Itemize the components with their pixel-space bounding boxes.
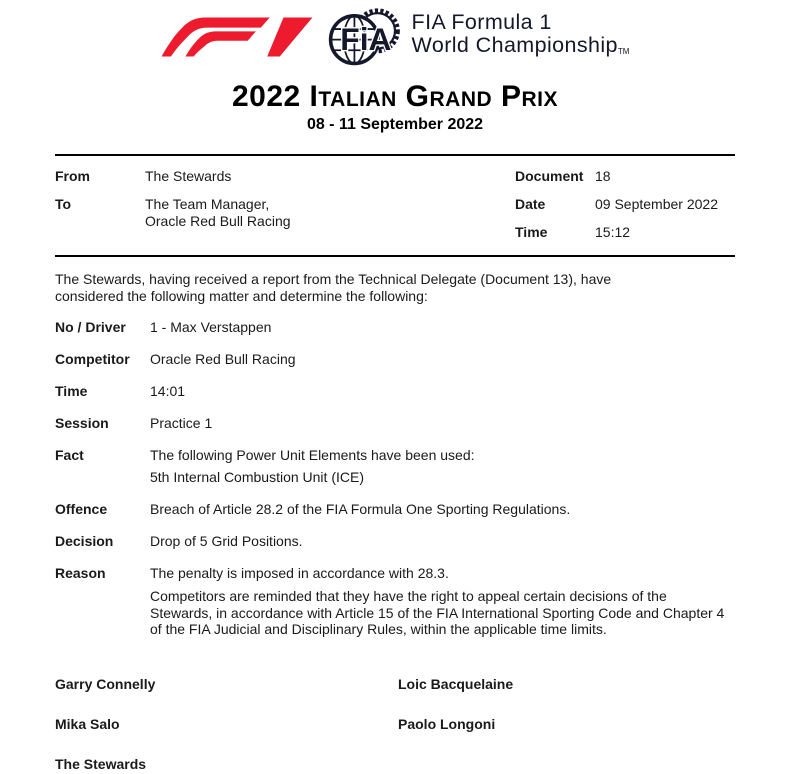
- signatures-block: [55, 676, 735, 773]
- decision-value: Drop of 5 Grid Positions.: [150, 533, 303, 549]
- signature-footer: The Stewards: [55, 755, 147, 772]
- time-field-label: Time: [55, 383, 88, 399]
- field-row-fact: [55, 447, 735, 486]
- field-row-session: [55, 415, 735, 432]
- signature-row-2: [55, 716, 735, 733]
- date-value: 09 September 2022: [595, 196, 718, 212]
- signature-mika-salo: Mika Salo: [55, 715, 120, 732]
- document-row: [515, 168, 718, 185]
- signature-loic-bacquelaine: Loic Bacquelaine: [398, 675, 514, 692]
- signature-row-1: [55, 676, 735, 693]
- offence-value: Breach of Article 28.2 of the FIA Formula One Sporting Regulations.: [150, 501, 571, 517]
- event-dates: 08 - 11 September 2022: [306, 116, 484, 133]
- field-row-reason: [55, 565, 735, 638]
- to-value: The Team Manager, Oracle Red Bull Racing: [145, 196, 291, 229]
- reason-value: The penalty is imposed in accordance with 28.3. Competitors are reminded that they have the right to appeal certain decisions of the Stewards, in accordance with Article 15 of the FIA International Sporting Code and Chapter 4 of the FIA Judicial and Disciplinary Rules, within the applicable time limits.: [150, 565, 725, 637]
- signature-paolo-longoni: Paolo Longoni: [398, 715, 496, 732]
- document-value: 18: [595, 168, 611, 184]
- to-label: To: [55, 196, 72, 212]
- date-row: [515, 196, 718, 213]
- fia-wordmark: [412, 11, 630, 63]
- appeal-rights-note: Competitors are reminded that they have the right to appeal certain decisions of the Stewards, in accordance with Article 15 of the FIA International Sporting Code and Chapter 4 of the FIA Judicial and Disciplinary Rules, within the applicable time limits.: [150, 588, 725, 637]
- intro-paragraph: The Stewards, having received a report from the Technical Delegate (Document 13), have considered the following matter and determine the following:: [55, 271, 612, 304]
- reason-label: Reason: [55, 565, 106, 581]
- document-meta: [55, 154, 735, 257]
- trademark-symbol: TM: [617, 47, 630, 56]
- session-label: Session: [55, 415, 109, 431]
- fia-wordmark-line2: World ChampionshipTM: [411, 33, 630, 57]
- fact-label: Fact: [55, 447, 84, 463]
- fia-wordmark-line1: FIA Formula 1: [411, 10, 552, 34]
- no-driver-label: No / Driver: [55, 319, 126, 335]
- offence-label: Offence: [55, 501, 108, 517]
- fia-globe-icon: [326, 7, 404, 67]
- from-value: The Stewards: [145, 168, 232, 184]
- time-field-value: 14:01: [150, 383, 186, 399]
- f1-logo-icon: [161, 15, 313, 59]
- from-label: From: [55, 168, 90, 184]
- time-label: Time: [515, 224, 548, 240]
- time-row: [515, 224, 718, 241]
- competitor-label: Competitor: [55, 351, 130, 367]
- signature-garry-connelly: Garry Connelly: [55, 675, 156, 692]
- decision-fields: [55, 319, 735, 638]
- no-driver-value: 1 - Max Verstappen: [150, 319, 272, 335]
- field-row-competitor: [55, 351, 735, 368]
- event-title: 2022 Italian Grand Prix: [231, 80, 559, 113]
- field-row-decision: [55, 533, 735, 550]
- competitor-value: Oracle Red Bull Racing: [150, 351, 296, 367]
- time-value: 15:12: [595, 224, 631, 240]
- field-row-offence: [55, 501, 735, 518]
- fia-logo-letters: FiA: [339, 21, 391, 58]
- field-row-no-driver: [55, 319, 735, 336]
- session-value: Practice 1: [150, 415, 213, 431]
- fact-value: The following Power Unit Elements have been used: 5th Internal Combustion Unit (ICE): [150, 447, 475, 485]
- date-label: Date: [515, 196, 546, 212]
- header-logo-row: [0, 0, 790, 66]
- decision-label: Decision: [55, 533, 114, 549]
- document-label: Document: [515, 168, 584, 184]
- field-row-time: [55, 383, 735, 400]
- document-meta-right: [515, 168, 718, 241]
